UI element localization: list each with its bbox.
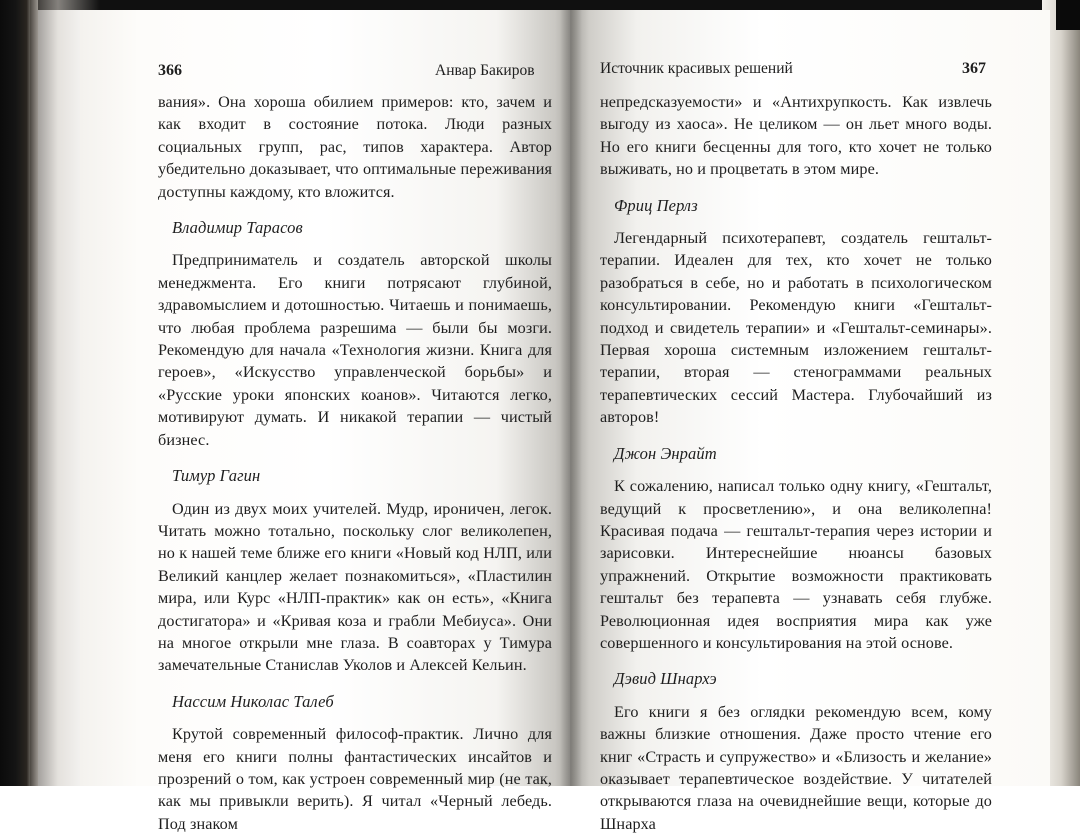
left-page-number: 366	[158, 62, 182, 79]
paragraph: Один из двух моих учителей. Мудр, ироничен, легок. Читать можно тотально, поскольку слог великолепен, но к нашей теме ближе его книги «Новый код НЛП, или Великий канцлер желает познакомиться», «Пластилин мира, или Курс «НЛП-практик» как он есть», «Книга достигатора» и «Кривая коза и грабли Мебиуса». Они на многое открыли мне глаза. В соавторах у Тимура замечательные Станислав Уколов и Алексей Кельин.	[158, 499, 552, 675]
right-page-body	[600, 91, 992, 835]
paragraph: К сожалению, написал только одну книгу, «Гештальт, ведущий к просветлению», и она великолепна! Красивая подача — гештальт-терапия через истории и зарисовки. Интереснейшие нюансы базовых упражнений. Открытие возможности практиковать гештальт без терапевта — узнавать себя глубже. Революционная идея восприятия мира как уже совершенного и консультирования на этой основе.	[600, 477, 992, 652]
author-heading: Тимур Гагин	[172, 466, 261, 486]
left-page-body	[158, 91, 552, 835]
author-heading: Дэвид Шнархэ	[614, 669, 717, 689]
paragraph-continued: вания». Она хороша обилием примеров: кто, зачем и как входит в состояние потока. Люди разных социальных групп, рас, типов характера. Автор убедительно доказывает, что оптимальные переживания доступны каждому, кто вложится.	[158, 93, 552, 201]
left-running-head: Анвар Бакиров	[435, 62, 535, 79]
paragraph: Крутой современный философ-практик. Лично для меня его книги полны фантастических инсайтов и прозрений о том, как устроен современный мир (не так, как мы привыкли верить). Я читал «Черный лебедь. Под знаком	[158, 725, 552, 833]
author-heading: Фриц Перлз	[614, 195, 698, 215]
paragraph: Предприниматель и создатель авторской школы менеджмента. Его книги потрясают глубиной, здравомыслием и дотошностью. Читаешь и понимаешь, что любая проблема разрешима — были бы мозги. Рекомендую для начала «Технология жизни. Книга для героев», «Искусство управленческой борьбы» и «Русские уроки японских коанов». Читаются легко, мотивируют думать. И никакой терапии — чистый бизнес.	[158, 251, 552, 449]
paragraph: Легендарный психотерапевт, создатель гештальт-терапии. Идеален для тех, кто хочет не только разобраться в себе, но и работать в психологическом консультировании. Рекомендую книги «Гештальт-подход и свидетель терапии» и «Гештальт-семинары». Первая хороша системным изложением гештальт-терапии, вторая — стенограммами реальных терапевтических сессий Мастера. Глубочайший из авторов!	[600, 229, 992, 427]
author-heading: Владимир Тарасов	[172, 218, 303, 238]
author-heading: Джон Энрайт	[614, 443, 717, 463]
paragraph: Его книги я без оглядки рекомендую всем, кому важны близкие отношения. Даже просто чтение его книг «Страсть и супружество» и «Близость и желание» оказывает терапевтическое воздействие. У читателей открываются глаза на очевиднейшие вещи, которые до Шнарха	[600, 702, 992, 833]
author-heading: Нассим Николас Талеб	[172, 691, 334, 711]
scan-border-top	[0, 0, 1080, 10]
right-page-number: 367	[962, 60, 986, 77]
right-running-head: Источник красивых решений	[600, 60, 793, 77]
book-gutter	[560, 10, 582, 786]
scan-corner	[1056, 0, 1080, 30]
paragraph-continued: непредсказуемости» и «Антихрупкость. Как извлечь выгоду из хаоса». Не целиком — он льет много воды. Но его книги бесценны для того, кто хочет не только выживать, но и процветать в этом мире.	[600, 93, 992, 179]
